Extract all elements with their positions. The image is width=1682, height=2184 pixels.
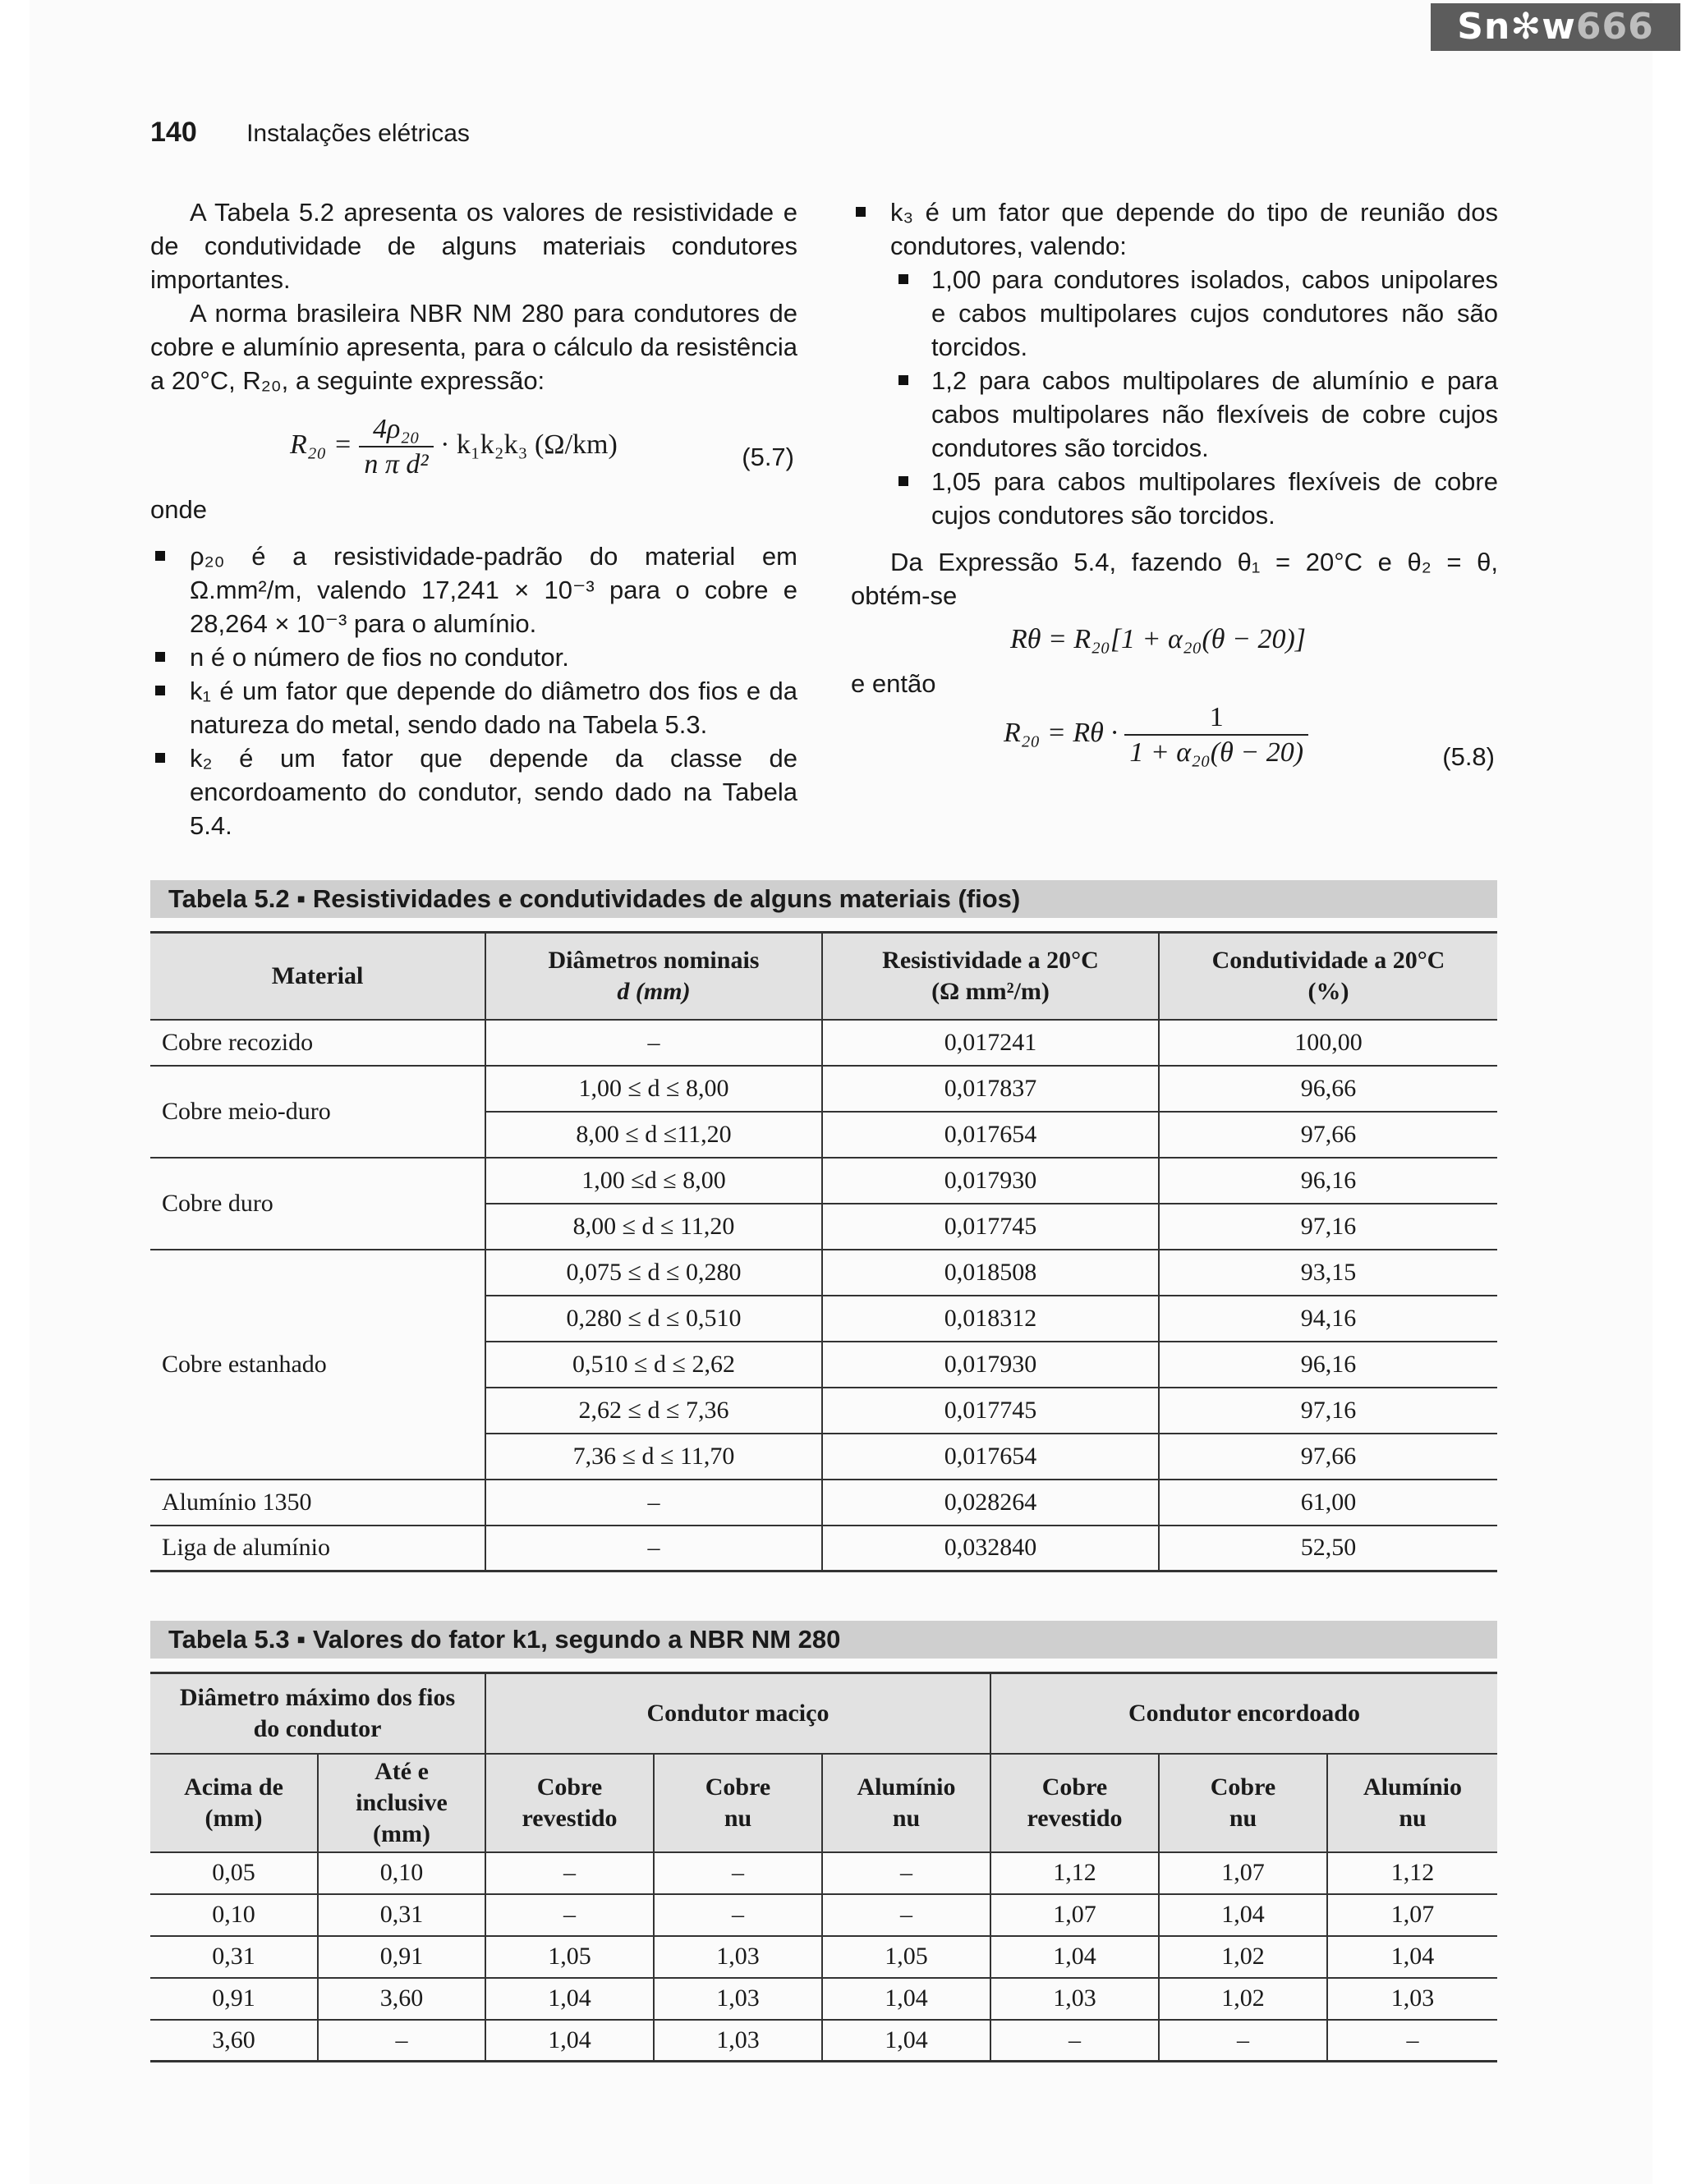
table-cell: 97,16	[1159, 1388, 1497, 1434]
table-cell: 0,91	[150, 1978, 318, 2020]
table-cell: –	[822, 1894, 990, 1936]
col-header-condutividade: Condutividade a 20°C (%)	[1159, 933, 1497, 1020]
table-cell: 0,017654	[822, 1112, 1159, 1158]
running-title: Instalações elétricas	[246, 120, 470, 147]
table-cell: –	[485, 1894, 654, 1936]
table-cell: 52,50	[1159, 1526, 1497, 1571]
table-cell: 1,05	[485, 1936, 654, 1978]
col-header-material: Material	[150, 933, 485, 1020]
table-cell: Cobre estanhado	[150, 1250, 485, 1480]
table-cell: 1,04	[1159, 1894, 1327, 1936]
table-cell: 96,66	[1159, 1066, 1497, 1112]
table-cell: –	[485, 1526, 822, 1571]
table-cell: Cobre meio-duro	[150, 1066, 485, 1158]
table-5-3	[150, 1672, 1497, 2062]
table-cell: 97,66	[1159, 1434, 1497, 1480]
table-cell: 0,017930	[822, 1342, 1159, 1388]
table-row	[150, 1894, 1497, 1936]
table-cell: 0,017654	[822, 1434, 1159, 1480]
table-cell: 0,018312	[822, 1296, 1159, 1342]
table-row	[150, 2020, 1497, 2062]
list-item: ρ₂₀ é a resistividade-padrão do material em Ω.mm²/m, valendo 17,241 × 10⁻³ para o cobre e 28,264 × 10⁻³ para o alumínio.	[150, 539, 797, 640]
table-cell: 1,04	[822, 1978, 990, 2020]
col-header-ate: Até e inclusive (mm)	[318, 1754, 485, 1852]
table-cell: 0,017745	[822, 1204, 1159, 1250]
table-5-2-caption: Tabela 5.2 ▪ Resistividades e condutividades de alguns materiais (fios)	[150, 880, 1497, 918]
table-row	[150, 1480, 1497, 1526]
table-cell: 97,66	[1159, 1112, 1497, 1158]
table-cell: 1,07	[1159, 1852, 1327, 1894]
table-cell: 1,02	[1159, 1978, 1327, 2020]
equation-label: (5.7)	[742, 443, 794, 471]
table-cell: 0,032840	[822, 1526, 1159, 1571]
e-entao-label: e então	[851, 669, 936, 698]
table-cell: –	[485, 1020, 822, 1066]
equation-5-8: R₂₀ = Rθ · $\frac{1}{\text{1 + α₂₀(θ − 20)}}$ (5.8)	[851, 700, 1498, 782]
table-row	[150, 1250, 1497, 1296]
table-cell: 0,017745	[822, 1388, 1159, 1434]
table-cell: 1,03	[654, 1936, 822, 1978]
table-row	[150, 1066, 1497, 1112]
watermark-logo: Sn✻w666	[1431, 3, 1680, 51]
table-cell: Alumínio 1350	[150, 1480, 485, 1526]
table-cell: 1,12	[1327, 1852, 1497, 1894]
table-cell: 96,16	[1159, 1342, 1497, 1388]
table-5-3-caption: Tabela 5.3 ▪ Valores do fator k1, segundo a NBR NM 280	[150, 1621, 1497, 1659]
table-cell: –	[1159, 2020, 1327, 2062]
table-cell: 0,10	[150, 1894, 318, 1936]
col-header-encordoado-cobre-revestido: Cobre revestido	[990, 1754, 1159, 1852]
table-cell: 0,017241	[822, 1020, 1159, 1066]
table-cell: 1,04	[1327, 1936, 1497, 1978]
table-row	[150, 1158, 1497, 1204]
table-cell: 93,15	[1159, 1250, 1497, 1296]
table-cell: 1,04	[990, 1936, 1159, 1978]
table-cell: Liga de alumínio	[150, 1526, 485, 1571]
table-cell: 3,60	[318, 1978, 485, 2020]
table-cell: 8,00 ≤ d ≤ 11,20	[485, 1204, 822, 1250]
table-cell: 2,62 ≤ d ≤ 7,36	[485, 1388, 822, 1434]
table-cell: 1,03	[654, 2020, 822, 2062]
table-cell: 0,018508	[822, 1250, 1159, 1296]
col-header-diametro-maximo: Diâmetro máximo dos fios do condutor	[150, 1673, 485, 1754]
table-row	[150, 1526, 1497, 1571]
col-header-acima: Acima de (mm)	[150, 1754, 318, 1852]
table-cell: 97,16	[1159, 1204, 1497, 1250]
table-cell: 0,017930	[822, 1158, 1159, 1204]
list-item: n é o número de fios no condutor.	[150, 640, 797, 674]
col-header-encordoado-aluminio-nu: Alumínio nu	[1327, 1754, 1497, 1852]
sub-list-item: 1,05 para cabos multipolares flexíveis de cobre cujos condutores são torcidos.	[890, 465, 1498, 532]
table-cell: 1,04	[485, 1978, 654, 2020]
table-cell: 1,00 ≤ d ≤ 8,00	[485, 1066, 822, 1112]
equation-5-7: R₂₀ = $\frac{\text{4ρ₂₀}}{\text{n π d²}}$ · k₁k₂k₃ (Ω/km) (5.7)	[290, 414, 794, 479]
k3-list	[851, 195, 1498, 532]
sub-list-item: 1,00 para condutores isolados, cabos unipolares e cabos multipolares cujos condutores não são torcidos.	[890, 263, 1498, 364]
table-cell: –	[654, 1852, 822, 1894]
table-5-2	[150, 931, 1497, 1572]
col-header-macico-aluminio-nu: Alumínio nu	[822, 1754, 990, 1852]
table-cell: –	[485, 1852, 654, 1894]
list-item: k₂ é um fator que depende da classe de encordoamento do condutor, sendo dado na Tabela 5.4.	[150, 741, 797, 842]
table-cell: 0,91	[318, 1936, 485, 1978]
paragraph-norma: A norma brasileira NBR NM 280 para condutores de cobre e alumínio apresenta, para o cálculo da resistência a 20°C, R₂₀, a seguinte expressão:	[150, 299, 797, 395]
table-cell: –	[990, 2020, 1159, 2062]
col-header-encordoado-cobre-nu: Cobre nu	[1159, 1754, 1327, 1852]
variables-list	[150, 539, 797, 842]
left-column	[150, 195, 797, 842]
table-cell: –	[654, 1894, 822, 1936]
equation-r-theta: Rθ = R₂₀[1 + α₂₀(θ − 20)]	[1010, 624, 1307, 654]
table-row	[150, 1936, 1497, 1978]
table-cell: Cobre duro	[150, 1158, 485, 1250]
page-number: 140	[150, 117, 197, 148]
equation-label: (5.8)	[1442, 742, 1495, 771]
table-cell: 1,12	[990, 1852, 1159, 1894]
sub-list-item: 1,2 para cabos multipolares de alumínio e para cabos multipolares não flexíveis de cobre cujos condutores são torcidos.	[890, 364, 1498, 465]
table-cell: 0,028264	[822, 1480, 1159, 1526]
table-cell: 1,05	[822, 1936, 990, 1978]
table-cell: 0,05	[150, 1852, 318, 1894]
onde-label: onde	[150, 495, 207, 524]
col-header-condutor-macico: Condutor maciço	[485, 1673, 990, 1754]
table-cell: 0,017837	[822, 1066, 1159, 1112]
table-cell: 1,03	[1327, 1978, 1497, 2020]
table-cell: –	[822, 1852, 990, 1894]
table-cell: 1,03	[654, 1978, 822, 2020]
table-cell: 7,36 ≤ d ≤ 11,70	[485, 1434, 822, 1480]
table-cell: –	[1327, 2020, 1497, 2062]
col-header-macico-cobre-nu: Cobre nu	[654, 1754, 822, 1852]
col-header-condutor-encordoado: Condutor encordoado	[990, 1673, 1497, 1754]
list-item: k₁ é um fator que depende do diâmetro dos fios e da natureza do metal, sendo dado na Tabela 5.3.	[150, 674, 797, 741]
table-cell: 1,00 ≤d ≤ 8,00	[485, 1158, 822, 1204]
table-cell: 1,04	[485, 2020, 654, 2062]
table-cell: 0,510 ≤ d ≤ 2,62	[485, 1342, 822, 1388]
table-cell: 100,00	[1159, 1020, 1497, 1066]
paragraph-intro: A Tabela 5.2 apresenta os valores de resistividade e de condutividade de alguns materiais condutores importantes.	[150, 198, 797, 294]
table-cell: 1,07	[1327, 1894, 1497, 1936]
table-cell: 1,03	[990, 1978, 1159, 2020]
table-cell: 0,280 ≤ d ≤ 0,510	[485, 1296, 822, 1342]
table-cell: 1,07	[990, 1894, 1159, 1936]
page-header	[150, 117, 470, 149]
col-header-macico-cobre-revestido: Cobre revestido	[485, 1754, 654, 1852]
table-cell: 0,075 ≤ d ≤ 0,280	[485, 1250, 822, 1296]
table-row	[150, 1020, 1497, 1066]
table-cell: 0,31	[318, 1894, 485, 1936]
list-item: k₃ é um fator que depende do tipo de reunião dos condutores, valendo: 1,00 para condutores isolados, cabos unipolares e cabos multipolares cujos condutores não são torcidos. 1,2 para cabos multipolares de alumínio e para cabos multipolares não flexíveis de cobre cujos condutores são torcidos. 1,05 para cabos multipolares flexíveis de cobre cujos condutores são torcidos.	[851, 195, 1498, 532]
paragraph-expressao: Da Expressão 5.4, fazendo θ₁ = 20°C e θ₂ = θ, obtém-se	[851, 548, 1498, 610]
table-cell: 1,02	[1159, 1936, 1327, 1978]
table-cell: 0,10	[318, 1852, 485, 1894]
col-header-resistividade: Resistividade a 20°C (Ω mm²/m)	[822, 933, 1159, 1020]
table-row	[150, 1852, 1497, 1894]
table-cell: –	[485, 1480, 822, 1526]
table-cell: 94,16	[1159, 1296, 1497, 1342]
table-cell: 3,60	[150, 2020, 318, 2062]
table-cell: 96,16	[1159, 1158, 1497, 1204]
table-cell: 8,00 ≤ d ≤11,20	[485, 1112, 822, 1158]
table-cell: –	[318, 2020, 485, 2062]
k3-sub-list	[890, 263, 1498, 532]
table-cell: 61,00	[1159, 1480, 1497, 1526]
table-cell: Cobre recozido	[150, 1020, 485, 1066]
right-column	[851, 195, 1498, 782]
table-cell: 1,04	[822, 2020, 990, 2062]
table-cell: 0,31	[150, 1936, 318, 1978]
col-header-diametros: Diâmetros nominais d (mm)	[485, 933, 822, 1020]
table-row	[150, 1978, 1497, 2020]
